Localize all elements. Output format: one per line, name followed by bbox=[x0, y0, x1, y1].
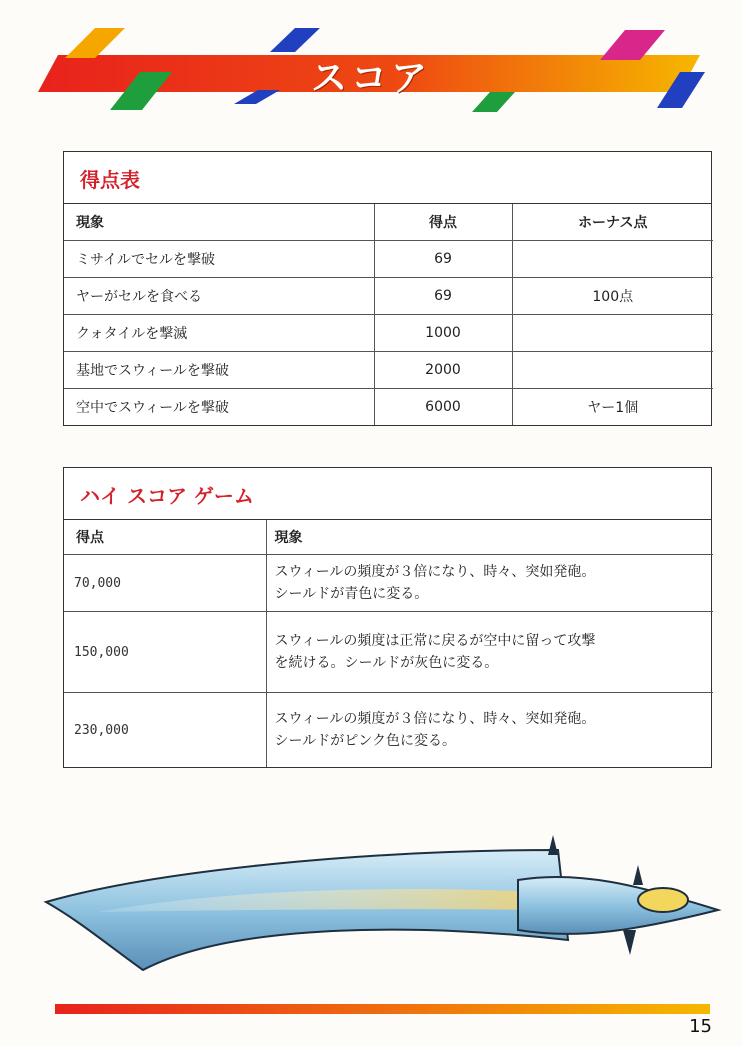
score-table-title: 得点表 bbox=[64, 152, 711, 204]
score-table-box bbox=[63, 151, 712, 426]
header-bonus: ホーナス点 bbox=[512, 204, 713, 241]
table-row bbox=[64, 278, 713, 315]
ship-spike-mid bbox=[633, 865, 643, 885]
high-score-table-box bbox=[63, 467, 712, 768]
table-row bbox=[64, 693, 713, 768]
table-row bbox=[64, 241, 713, 278]
description-line: スウィールの頻度が３倍になり、時々、突如発砲。 bbox=[274, 564, 596, 580]
spaceship-illustration bbox=[38, 830, 728, 990]
cell-points: 1000 bbox=[374, 315, 512, 352]
cell-points: 2000 bbox=[374, 352, 512, 389]
cell-event: ヤーがセルを食べる bbox=[64, 278, 374, 315]
bottom-stripe bbox=[55, 1004, 710, 1014]
table-header-row bbox=[64, 520, 713, 555]
table-row bbox=[64, 352, 713, 389]
table-row bbox=[64, 389, 713, 426]
header-event: 現象 bbox=[64, 204, 374, 241]
cell-points: 69 bbox=[374, 241, 512, 278]
cell-bonus bbox=[512, 241, 713, 278]
cell-event: 基地でスウィールを撃破 bbox=[64, 352, 374, 389]
cell-event: クォタイルを撃滅 bbox=[64, 315, 374, 352]
cell-event: ミサイルでセルを撃破 bbox=[64, 241, 374, 278]
description-line: シールドが青色に変る。 bbox=[274, 586, 429, 602]
high-score-table bbox=[64, 520, 713, 767]
table-header-row bbox=[64, 204, 713, 241]
description-line: を続ける。シールドが灰色に変る。 bbox=[274, 655, 499, 671]
header-score: 得点 bbox=[64, 520, 266, 555]
cell-points: 69 bbox=[374, 278, 512, 315]
description-line: スウィールの頻度は正常に戻るが空中に留って攻撃 bbox=[274, 633, 596, 649]
cell-score: 230,000 bbox=[64, 693, 266, 768]
cell-event: 空中でスウィールを撃破 bbox=[64, 389, 374, 426]
cell-points: 6000 bbox=[374, 389, 512, 426]
header-points: 得点 bbox=[374, 204, 512, 241]
page-number: 15 bbox=[689, 1016, 712, 1037]
table-row bbox=[64, 315, 713, 352]
table-row bbox=[64, 612, 713, 693]
page-title: スコア bbox=[310, 58, 431, 99]
ship-body bbox=[518, 877, 718, 934]
banner-accent-blue-left bbox=[270, 28, 320, 52]
cell-bonus bbox=[512, 315, 713, 352]
cell-score: 70,000 bbox=[64, 555, 266, 612]
cell-description bbox=[266, 555, 713, 612]
header-event: 現象 bbox=[266, 520, 713, 555]
ship-spike-top bbox=[548, 835, 558, 855]
score-table bbox=[64, 204, 713, 425]
ship-cockpit bbox=[638, 888, 688, 912]
description-line: スウィールの頻度が３倍になり、時々、突如発砲。 bbox=[274, 711, 596, 727]
high-score-table-title: ハイ スコア ゲーム bbox=[64, 468, 711, 520]
cell-description bbox=[266, 612, 713, 693]
description-line: シールドがピンク色に変る。 bbox=[274, 733, 456, 749]
table-row bbox=[64, 555, 713, 612]
ship-spike-bottom bbox=[623, 930, 636, 955]
cell-bonus: 100点 bbox=[512, 278, 713, 315]
cell-bonus: ヤー1個 bbox=[512, 389, 713, 426]
cell-score: 150,000 bbox=[64, 612, 266, 693]
cell-bonus bbox=[512, 352, 713, 389]
cell-description bbox=[266, 693, 713, 768]
